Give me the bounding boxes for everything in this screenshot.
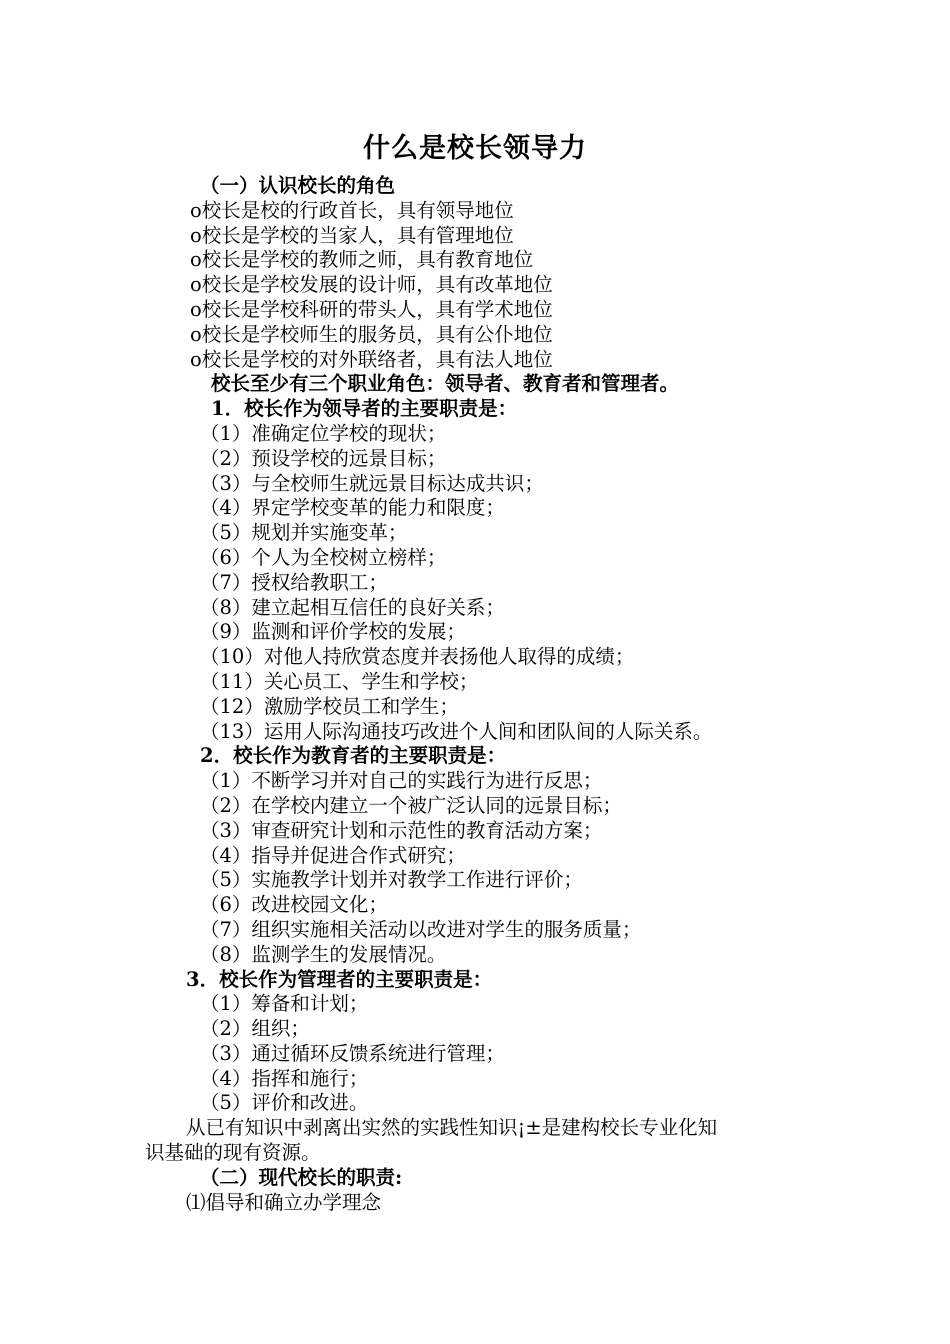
section1-heading: （一）认识校长的角色 [200,174,396,197]
leader-item: （11）关心员工、学生和学校； [200,669,479,693]
educator-item: （3）审查研究计划和示范性的教育活动方案； [200,818,603,842]
section2-heading: （二）现代校长的职责: [200,1165,403,1189]
educator-item: （8）监测学生的发展情况。 [200,942,447,966]
leader-item: （13）运用人际沟通技巧改进个人间和团队间的人际关系。 [200,719,713,743]
leader-item: （12）激励学校员工和学生； [200,694,459,718]
paragraph-line: 从已有知识中剥离出实然的实践性知识¡±是建构校长专业化知 [186,1116,718,1140]
leader-item: （2）预设学校的远景目标； [200,446,447,470]
manager-item: （5）评价和改进。 [200,1091,369,1115]
educator-item: （7）组织实施相关活动以改进对学生的服务质量； [200,917,642,941]
document-title: 什么是校长领导力 [363,133,587,164]
role-item: o校长是学校的当家人，具有管理地位 [190,223,514,247]
role-item: o校长是学校发展的设计师，具有改革地位 [190,273,553,297]
role-item: o校长是学校师生的服务员，具有公仆地位 [190,322,553,346]
leader-item: （7）授权给教职工； [200,570,388,594]
leader-item: （1）准确定位学校的现状； [200,421,447,445]
educator-item: （5）实施教学计划并对教学工作进行评价； [200,868,583,892]
role-item: o校长是校的行政首长，具有领导地位 [190,198,514,222]
manager-heading: 3．校长作为管理者的主要职责是： [186,967,493,991]
educator-item: （4）指导并促进合作式研究； [200,843,466,867]
manager-item: （4）指挥和施行； [200,1066,369,1090]
paragraph-line: 识基础的现有资源。 [145,1141,321,1165]
section2-item: ⑴倡导和确立办学理念 [186,1190,382,1214]
leader-item: （10）对他人持欣赏态度并表扬他人取得的成绩； [200,645,635,669]
roles-summary: 校长至少有三个职业角色：领导者、教育者和管理者。 [211,372,680,396]
leader-item: （9）监测和评价学校的发展； [200,620,466,644]
role-item: o校长是学校的对外联络者，具有法人地位 [190,347,553,371]
manager-item: （3）通过循环反馈系统进行管理； [200,1041,505,1065]
educator-item: （1）不断学习并对自己的实践行为进行反思； [200,769,603,793]
document-body [0,174,950,1215]
leader-heading: 1．校长作为领导者的主要职责是： [211,397,518,421]
educator-heading: 2．校长作为教育者的主要职责是： [200,744,507,768]
educator-item: （2）在学校内建立一个被广泛认同的远景目标； [200,793,622,817]
leader-item: （5）规划并实施变革； [200,521,408,545]
leader-item: （6）个人为全校树立榜样； [200,545,447,569]
leader-item: （4）界定学校变革的能力和限度； [200,496,505,520]
manager-item: （1）筹备和计划； [200,992,369,1016]
manager-item: （2）组织； [200,1017,310,1041]
role-item: o校长是学校的教师之师，具有教育地位 [190,248,534,272]
leader-item: （8）建立起相互信任的良好关系； [200,595,505,619]
leader-item: （3）与全校师生就远景目标达成共识； [200,471,544,495]
educator-item: （6）改进校园文化； [200,893,388,917]
role-item: o校长是学校科研的带头人，具有学术地位 [190,297,553,321]
